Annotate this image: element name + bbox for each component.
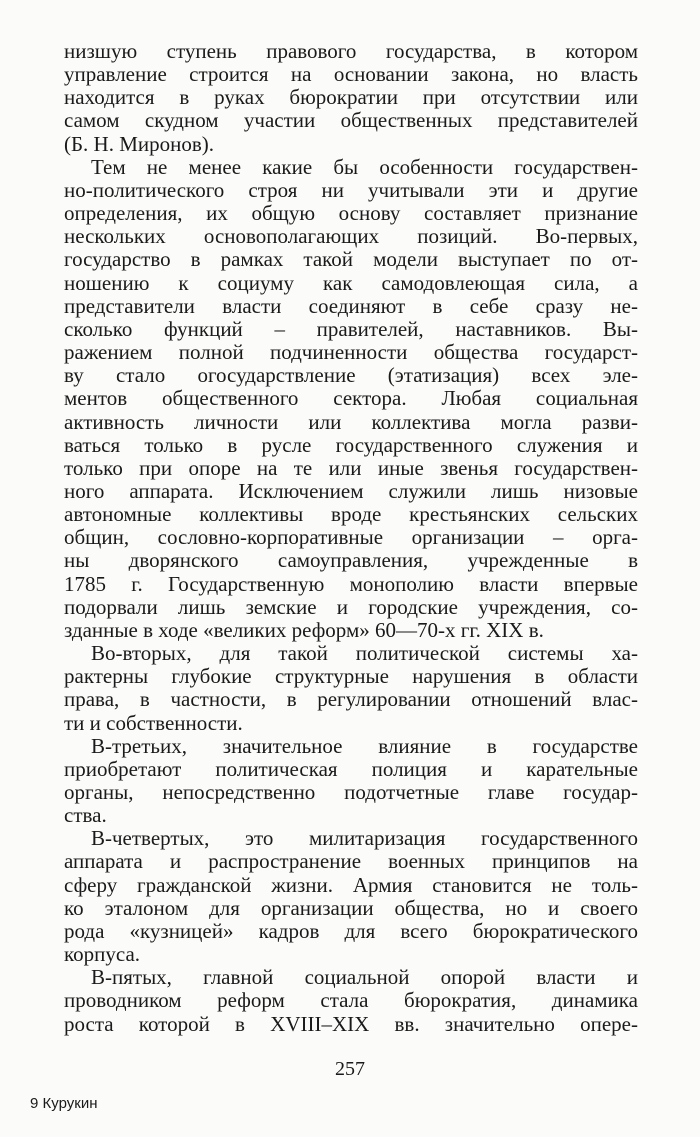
text-line: управление строится на основании закона, но власть: [64, 62, 638, 87]
text-line: активность личности или коллектива могла разви-: [64, 409, 638, 434]
paragraph: [64, 642, 638, 735]
text-line: 1785 г. Государственную монополию власти впервые: [64, 571, 638, 596]
text-line: В-пятых, главной социальной опорой власти и: [91, 965, 638, 990]
text-line: автономные коллективы вроде крестьянских сельских: [64, 502, 638, 527]
page-number: 257: [335, 1058, 365, 1080]
text-line: самом скудном участии общественных представителей: [64, 108, 638, 133]
paragraph: [64, 40, 638, 156]
text-line: ражением полной подчиненности общества государст-: [64, 340, 638, 365]
text-line: Во-вторых, для такой политической системы ха-: [91, 641, 638, 666]
text-line: рода «кузницей» кадров для всего бюрократического: [64, 918, 638, 943]
paragraph: [64, 827, 638, 966]
text-line: общин, сословно-корпоративные организации – орга-: [64, 525, 638, 550]
text-line: подорвали лишь земские и городские учреждения, со-: [64, 594, 638, 619]
text-line: ко эталоном для организации общества, но и своего: [64, 895, 638, 920]
text-line: ваться только в русле государственного служения и: [64, 432, 638, 457]
text-line: ментов общественного сектора. Любая социальная: [64, 386, 638, 411]
text-line: корпуса.: [64, 942, 141, 967]
text-line: но-политического строя ни учитывали эти и другие: [64, 177, 638, 202]
page-body: [64, 40, 638, 1036]
text-line: роста которой в XVIII–XIX вв. значительно опере-: [64, 1011, 638, 1036]
text-line: проводником реформ стала бюрократия, динамика: [64, 988, 638, 1013]
text-line: сферу гражданской жизни. Армия становится не толь-: [64, 872, 638, 897]
text-line: находится в руках бюрократии при отсутствии или: [64, 85, 638, 110]
text-line: права, в частности, в регулировании отношений влас-: [64, 687, 638, 712]
paragraph: [64, 735, 638, 828]
text-line: государство в рамках такой модели выступает по от-: [64, 247, 638, 272]
paragraph: [64, 966, 638, 1035]
text-line: низшую ступень правового государства, в котором: [64, 39, 638, 63]
printer-signature: 9 Курукин: [30, 1095, 98, 1112]
text-line: сколько функций – правителей, наставников. Вы-: [64, 316, 638, 341]
text-line: Тем не менее какие бы особенности государствен-: [91, 154, 638, 179]
text-line: В-третьих, значительное влияние в государстве: [91, 733, 638, 758]
text-line: приобретают политическая полиция и карательные: [64, 756, 638, 781]
text-line: представители власти соединяют в себе сразу не-: [64, 293, 638, 318]
text-line: ношению к социуму как самодовлеющая сила, а: [64, 270, 638, 295]
text-line: определения, их общую основу составляет признание: [64, 201, 638, 226]
text-line: органы, непосредственно подотчетные главе государ-: [64, 780, 638, 804]
text-line: аппарата и распространение военных принципов на: [64, 849, 638, 874]
text-line: только при опоре на те или иные звенья государствен-: [64, 455, 638, 480]
text-line: В-четвертых, это милитаризация государственного: [91, 826, 638, 851]
text-line: (Б. Н. Миронов).: [64, 131, 215, 156]
paragraph: [64, 156, 638, 642]
text-line: нескольких основополагающих позиций. Во-первых,: [64, 224, 638, 249]
text-line: ву стало огосударствление (этатизация) всех эле-: [64, 363, 638, 388]
text-line: рактерны глубокие структурные нарушения в области: [64, 664, 638, 689]
text-line: ти и собственности.: [64, 710, 243, 735]
text-line: ства.: [64, 803, 107, 828]
text-line: зданные в ходе «великих реформ» 60—70-х гг. XIX в.: [64, 617, 544, 642]
text-line: ны дворянского самоуправления, учрежденные в: [64, 548, 638, 573]
text-line: ного аппарата. Исключением служили лишь низовые: [64, 478, 638, 503]
